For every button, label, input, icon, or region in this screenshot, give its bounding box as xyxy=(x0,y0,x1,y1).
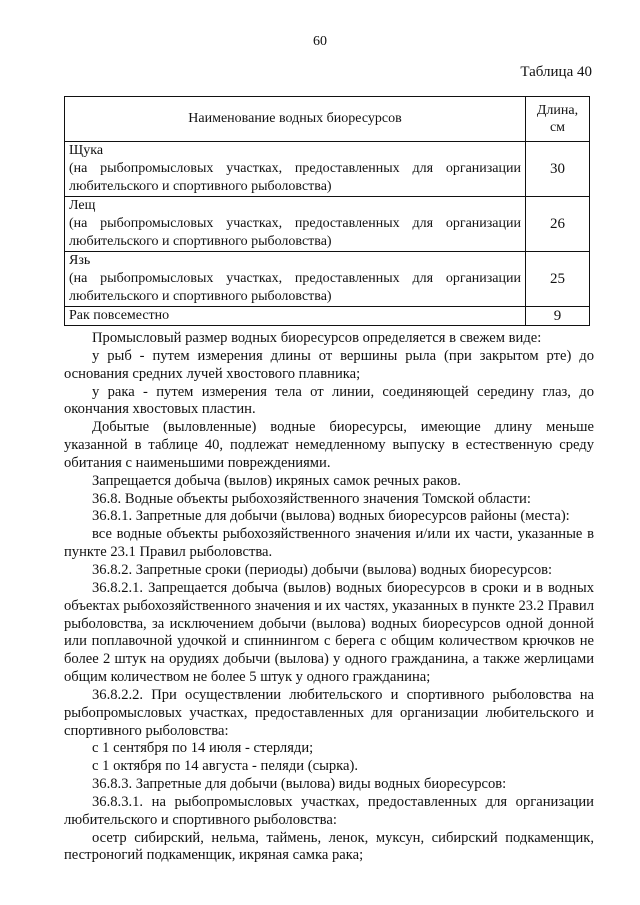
paragraph: Запрещается добыча (вылов) икряных самок речных раков. xyxy=(92,472,461,489)
species-note-line2: любительского и спортивного рыболовства) xyxy=(69,289,332,304)
paragraph: Промысловый размер водных биоресурсов определяется в свежем виде: xyxy=(92,330,542,346)
paragraph: 36.8.3. Запретные для добычи (вылова) виды водных биоресурсов: xyxy=(92,776,507,793)
species-note-line1: (на рыбопромысловых участках, предоставленных для организации xyxy=(69,271,521,286)
row-name-cell xyxy=(65,252,526,307)
species-name: Лещ xyxy=(69,198,96,213)
table-header-row xyxy=(65,97,590,142)
paragraph: 36.8.2. Запретные сроки (периоды) добычи (вылова) водных биоресурсов: xyxy=(92,561,553,578)
species-name: Язь xyxy=(69,253,91,268)
row-length-cell: 30 xyxy=(526,142,590,197)
paragraph: 36.8.3.1. на рыбопромысловых участках, предоставленных для организации любительского и спортивного рыболовства: xyxy=(64,793,594,828)
table-row xyxy=(65,252,590,307)
body-text xyxy=(64,330,594,865)
row-name-cell xyxy=(65,197,526,252)
species-name: Щука xyxy=(69,143,104,158)
row-name-cell xyxy=(65,307,526,326)
paragraph: 36.8. Водные объекты рыбохозяйственного значения Томской области: xyxy=(92,490,531,507)
paragraph: 36.8.2.2. При осуществлении любительского и спортивного рыболовства на рыбопромысловых участках, предоставленных для организации любительского и спортивного рыболовства: xyxy=(64,686,594,739)
paragraph: Добытые (выловленные) водные биоресурсы, имеющие длину меньше указанной в таблице 40, подлежат немедленному выпуску в естественную среду обитания с наименьшими повреждениями. xyxy=(64,419,594,471)
row-name-cell xyxy=(65,142,526,197)
paragraph: 36.8.1. Запретные для добычи (вылова) водных биоресурсов районы (места): xyxy=(92,508,570,525)
table-caption: Таблица 40 xyxy=(520,64,592,80)
paragraph: у рыб - путем измерения длины от вершины рыла (при закрытом рте) до основания средних лучей хвостового плавника; xyxy=(64,347,594,382)
paragraph: осетр сибирский, нельма, таймень, ленок, муксун, сибирский подкаменщик, пестроногий подкаменщик, икряная самка рака; xyxy=(64,829,594,864)
species-note-line1: (на рыбопромысловых участках, предоставленных для организации xyxy=(69,161,521,176)
table-row xyxy=(65,197,590,252)
page-number: 60 xyxy=(313,34,327,49)
bioresources-length-table xyxy=(64,96,590,326)
header-name-cell: Наименование водных биоресурсов xyxy=(65,97,526,142)
row-length-cell: 26 xyxy=(526,197,590,252)
table-row xyxy=(65,142,590,197)
paragraph: с 1 октября по 14 августа - пеляди (сырка). xyxy=(92,758,359,775)
header-length-line1: Длина, xyxy=(536,103,579,118)
species-note-line1: (на рыбопромысловых участках, предоставленных для организации xyxy=(69,216,521,231)
header-length-cell xyxy=(526,97,590,142)
header-length-line2: см xyxy=(549,120,566,135)
species-note-line2: любительского и спортивного рыболовства) xyxy=(69,179,332,194)
species-note-line2: любительского и спортивного рыболовства) xyxy=(69,234,332,249)
species-name: Рак повсеместно xyxy=(69,308,170,323)
paragraph: у рака - путем измерения тела от линии, соединяющей середину глаз, до окончания хвостовых пластин. xyxy=(64,383,594,418)
table-row xyxy=(65,307,590,326)
row-length-cell: 25 xyxy=(526,252,590,307)
paragraph: с 1 сентября по 14 июля - стерляди; xyxy=(92,740,314,757)
paragraph: все водные объекты рыбохозяйственного значения и/или их части, указанные в пункте 23.1 Правил рыболовства. xyxy=(64,526,594,561)
row-length-cell: 9 xyxy=(526,307,590,326)
paragraph: 36.8.2.1. Запрещается добыча (вылов) водных биоресурсов в сроки и в водных объектах рыбохозяйственного значения и их частях, указанных в пункте 23.2 Правил рыболовства, за исключением добычи (вылова) водных биоресурсов одной донной или поплавочной удочкой и спиннингом с берега с общим количеством крючков не более 2 штук на орудиях добычи (вылова) у одного гражданина, а также жерлицами общим количеством не более 5 штук у одного гражданина; xyxy=(64,579,594,686)
